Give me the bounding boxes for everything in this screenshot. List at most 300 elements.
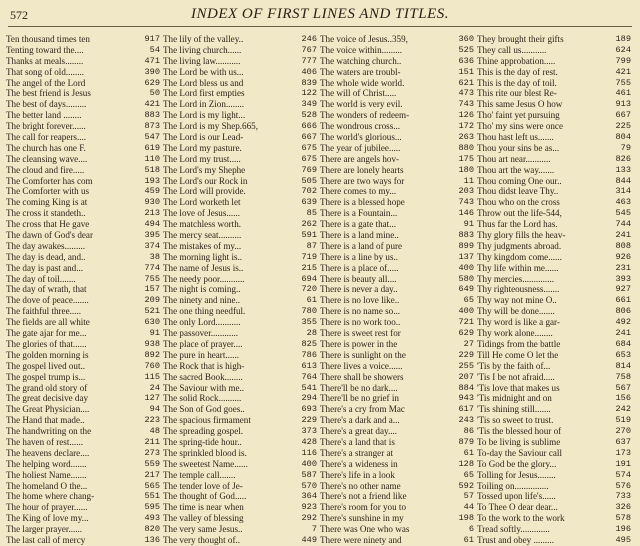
entry-title: The cloud and fire..... bbox=[6, 164, 85, 175]
entry-title: There is a line by us.. bbox=[320, 251, 399, 262]
entry-number: 495 bbox=[615, 534, 631, 545]
entry-number: 207 bbox=[458, 371, 474, 382]
index-entry bbox=[163, 78, 317, 89]
index-entry bbox=[163, 230, 317, 241]
index-entry bbox=[6, 372, 160, 383]
entry-title: The helping word....... bbox=[6, 458, 87, 469]
entry-number: 7 bbox=[311, 524, 317, 535]
entry-number: 463 bbox=[615, 197, 631, 208]
index-entry bbox=[6, 176, 160, 187]
entry-title: The day of wrath, that bbox=[6, 284, 87, 295]
index-entry bbox=[163, 132, 317, 143]
entry-title: There is a blessed hope bbox=[320, 197, 405, 208]
index-column-2 bbox=[163, 34, 317, 545]
index-entry bbox=[6, 328, 160, 339]
entry-title: There'll be no dark.... bbox=[320, 382, 398, 393]
index-entry bbox=[477, 274, 631, 285]
entry-number: 217 bbox=[144, 469, 160, 480]
index-entry bbox=[163, 306, 317, 317]
index-entry bbox=[163, 219, 317, 230]
index-entry bbox=[477, 491, 631, 502]
index-entry bbox=[163, 481, 317, 492]
index-entry bbox=[6, 154, 160, 165]
entry-title: Trust and obey ......... bbox=[477, 534, 554, 545]
entry-number: 880 bbox=[458, 142, 474, 153]
entry-title: They brought their gifts bbox=[477, 34, 564, 44]
entry-title: The Lord in Zion........ bbox=[163, 99, 245, 110]
index-entry bbox=[163, 295, 317, 306]
index-entry bbox=[477, 372, 631, 383]
index-entry bbox=[6, 121, 160, 132]
index-entry bbox=[320, 513, 474, 524]
entry-title: The church has one F. bbox=[6, 142, 86, 153]
entry-number: 804 bbox=[615, 132, 631, 143]
entry-number: 873 bbox=[144, 121, 160, 132]
index-entry bbox=[163, 339, 317, 350]
index-entry bbox=[6, 186, 160, 197]
entry-number: 459 bbox=[144, 186, 160, 197]
entry-title: The wonders of redeem- bbox=[320, 110, 410, 121]
index-entry bbox=[163, 186, 317, 197]
entry-number: 619 bbox=[144, 142, 160, 153]
entry-title: This rite our blest Re- bbox=[477, 88, 557, 99]
page-header bbox=[0, 8, 640, 28]
entry-title: Thou art the way....... bbox=[477, 164, 555, 175]
index-entry bbox=[320, 241, 474, 252]
entry-title: To God be the glory... bbox=[477, 458, 557, 469]
entry-title: This is the day of toil. bbox=[477, 77, 557, 88]
header-rule bbox=[8, 26, 632, 27]
entry-title: The Lord is our Lead- bbox=[163, 132, 244, 143]
entry-number: 684 bbox=[615, 338, 631, 349]
entry-number: 11 bbox=[463, 175, 474, 186]
entry-number: 91 bbox=[149, 328, 160, 339]
entry-title: There is no name so... bbox=[320, 306, 401, 317]
entry-number: 913 bbox=[615, 99, 631, 110]
index-entry bbox=[163, 99, 317, 110]
entry-title: The Comforter with us bbox=[6, 186, 90, 197]
entry-number: 461 bbox=[615, 88, 631, 99]
entry-number: 580 bbox=[458, 273, 474, 284]
entry-number: 806 bbox=[615, 306, 631, 317]
entry-title: The best of days......... bbox=[6, 99, 87, 110]
entry-number: 493 bbox=[144, 513, 160, 524]
entry-title: The thought of God..... bbox=[163, 491, 247, 502]
entry-title: The day is past and... bbox=[6, 262, 84, 273]
entry-title: The Lord is my Shep.665, bbox=[163, 121, 258, 132]
index-entry bbox=[6, 252, 160, 263]
entry-number: 146 bbox=[458, 208, 474, 219]
index-entry bbox=[320, 197, 474, 208]
index-entry bbox=[477, 393, 631, 404]
entry-title: The name of Jesus is.. bbox=[163, 262, 244, 273]
entry-title: Thy will be done....... bbox=[477, 306, 555, 317]
entry-title: There is sweet rest for bbox=[320, 328, 401, 339]
entry-number: 574 bbox=[615, 469, 631, 480]
entry-number: 229 bbox=[458, 349, 474, 360]
entry-number: 65 bbox=[463, 469, 474, 480]
entry-number: 215 bbox=[301, 262, 317, 273]
entry-number: 777 bbox=[301, 55, 317, 66]
entry-title: The will of Christ..... bbox=[320, 88, 397, 99]
index-entry bbox=[320, 470, 474, 481]
entry-title: The Hand that made.. bbox=[6, 415, 85, 426]
entry-number: 629 bbox=[458, 328, 474, 339]
entry-title: There were ninety and bbox=[320, 534, 402, 545]
entry-number: 241 bbox=[615, 230, 631, 241]
entry-number: 360 bbox=[458, 34, 474, 44]
entry-number: 774 bbox=[144, 262, 160, 273]
entry-number: 229 bbox=[301, 415, 317, 426]
entry-title: The holiest Name....... bbox=[6, 469, 87, 480]
index-entry bbox=[477, 34, 631, 45]
entry-number: 116 bbox=[301, 447, 317, 458]
entry-number: 547 bbox=[144, 132, 160, 143]
index-entry bbox=[320, 361, 474, 372]
index-entry bbox=[320, 45, 474, 56]
index-entry bbox=[477, 99, 631, 110]
entry-number: 839 bbox=[301, 77, 317, 88]
entry-title: The spring-tide hour.. bbox=[163, 436, 242, 447]
entry-title: There is a Fountain... bbox=[320, 208, 398, 219]
index-entry bbox=[320, 481, 474, 492]
entry-number: 87 bbox=[306, 240, 317, 251]
entry-number: 675 bbox=[301, 153, 317, 164]
index-entry bbox=[163, 524, 317, 535]
entry-number: 263 bbox=[458, 132, 474, 143]
entry-number: 720 bbox=[301, 284, 317, 295]
entry-title: The passover............ bbox=[163, 328, 239, 339]
entry-number: 545 bbox=[615, 208, 631, 219]
entry-title: Tossed upon life's...... bbox=[477, 491, 556, 502]
index-entry bbox=[6, 339, 160, 350]
entry-title: The Lord will provide. bbox=[163, 186, 246, 197]
entry-number: 24 bbox=[149, 382, 160, 393]
entry-title: There is power in the bbox=[320, 338, 398, 349]
entry-title: 'Tis by the faith of... bbox=[477, 360, 551, 371]
entry-number: 122 bbox=[301, 88, 317, 99]
index-entry bbox=[477, 230, 631, 241]
entry-number: 241 bbox=[615, 328, 631, 339]
page-title: INDEX OF FIRST LINES AND TITLES. bbox=[191, 6, 449, 22]
index-entry bbox=[477, 404, 631, 415]
entry-number: 172 bbox=[458, 121, 474, 132]
index-entry bbox=[163, 208, 317, 219]
index-entry bbox=[320, 339, 474, 350]
entry-number: 592 bbox=[458, 480, 474, 491]
entry-number: 675 bbox=[301, 142, 317, 153]
index-entry bbox=[163, 143, 317, 154]
entry-number: 930 bbox=[144, 197, 160, 208]
index-entry bbox=[320, 230, 474, 241]
entry-title: There's a land that is bbox=[320, 436, 395, 447]
entry-number: 157 bbox=[144, 284, 160, 295]
index-entry bbox=[320, 78, 474, 89]
entry-title: The hour of prayer...... bbox=[6, 502, 88, 513]
index-entry bbox=[6, 132, 160, 143]
entry-title: The world's glorious... bbox=[320, 132, 402, 143]
entry-number: 758 bbox=[615, 371, 631, 382]
entry-title: There was One who was bbox=[320, 524, 410, 535]
entry-title: To the work to the work bbox=[477, 513, 565, 524]
entry-title: Tread softly............. bbox=[477, 524, 550, 535]
index-entry bbox=[477, 415, 631, 426]
entry-title: This is the day of rest. bbox=[477, 66, 558, 77]
entry-number: 518 bbox=[144, 164, 160, 175]
entry-title: Thy word is like a gar- bbox=[477, 317, 560, 328]
index-entry bbox=[320, 295, 474, 306]
index-entry bbox=[6, 317, 160, 328]
entry-number: 565 bbox=[144, 480, 160, 491]
index-entry bbox=[477, 317, 631, 328]
entry-title: Thy righteousness....... bbox=[477, 284, 560, 295]
entry-number: 449 bbox=[301, 534, 317, 545]
index-entry bbox=[6, 34, 160, 45]
entry-title: Tolling for Jesus........ bbox=[477, 469, 556, 480]
entry-number: 578 bbox=[615, 513, 631, 524]
index-entry bbox=[477, 535, 631, 546]
index-entry bbox=[477, 383, 631, 394]
entry-title: The fields are all white bbox=[6, 317, 90, 328]
entry-title: Thou who on the cross bbox=[477, 197, 560, 208]
entry-number: 617 bbox=[458, 404, 474, 415]
entry-title: The sacred Book........ bbox=[163, 371, 243, 382]
index-entry bbox=[320, 459, 474, 470]
entry-title: There are two ways for bbox=[320, 175, 405, 186]
index-entry bbox=[320, 350, 474, 361]
entry-title: The day of toil....... bbox=[6, 273, 76, 284]
index-entry bbox=[320, 132, 474, 143]
index-entry bbox=[6, 513, 160, 524]
entry-title: The Son of God goes.. bbox=[163, 404, 245, 415]
entry-number: 755 bbox=[144, 273, 160, 284]
entry-number: 270 bbox=[615, 426, 631, 437]
index-entry bbox=[163, 491, 317, 502]
entry-title: The King of love my... bbox=[6, 513, 89, 524]
entry-title: 'Tis so sweet to trust. bbox=[477, 415, 554, 426]
entry-number: 666 bbox=[301, 121, 317, 132]
index-entry bbox=[320, 383, 474, 394]
entry-number: 943 bbox=[458, 393, 474, 404]
index-entry bbox=[163, 165, 317, 176]
entry-title: There are lonely hearts bbox=[320, 164, 404, 175]
entry-number: 38 bbox=[149, 251, 160, 262]
index-entry bbox=[320, 143, 474, 154]
entry-number: 44 bbox=[463, 502, 474, 513]
entry-title: That song of old........ bbox=[6, 66, 85, 77]
entry-title: There's life in a look bbox=[320, 469, 395, 480]
index-entry bbox=[320, 56, 474, 67]
entry-number: 519 bbox=[615, 415, 631, 426]
entry-number: 494 bbox=[144, 219, 160, 230]
index-entry bbox=[477, 361, 631, 372]
page-number: 572 bbox=[10, 8, 28, 22]
entry-number: 326 bbox=[615, 502, 631, 513]
entry-title: There's room for you to bbox=[320, 502, 406, 513]
entry-number: 225 bbox=[615, 121, 631, 132]
entry-title: Thy judgments abroad. bbox=[477, 240, 562, 251]
index-entry bbox=[6, 99, 160, 110]
index-entry bbox=[477, 78, 631, 89]
index-entry bbox=[320, 317, 474, 328]
entry-number: 844 bbox=[615, 175, 631, 186]
entry-title: The day is dead, and.. bbox=[6, 251, 86, 262]
index-entry bbox=[6, 437, 160, 448]
index-entry bbox=[477, 481, 631, 492]
entry-title: The ninety and nine.. bbox=[163, 295, 241, 306]
entry-number: 294 bbox=[301, 393, 317, 404]
entry-number: 492 bbox=[615, 317, 631, 328]
entry-title: The time is near when bbox=[163, 502, 244, 513]
entry-number: 820 bbox=[144, 524, 160, 535]
index-entry bbox=[163, 252, 317, 263]
index-entry bbox=[477, 470, 631, 481]
entry-number: 421 bbox=[615, 66, 631, 77]
entry-title: There's not a friend like bbox=[320, 491, 407, 502]
index-entry bbox=[163, 121, 317, 132]
entry-number: 661 bbox=[615, 295, 631, 306]
entry-number: 243 bbox=[458, 415, 474, 426]
entry-title: Thou art near........... bbox=[477, 153, 551, 164]
entry-number: 128 bbox=[458, 458, 474, 469]
entry-title: The pure in heart...... bbox=[163, 349, 240, 360]
index-entry bbox=[320, 154, 474, 165]
index-entry bbox=[6, 45, 160, 56]
index-entry bbox=[6, 448, 160, 459]
entry-title: The year of jubilee..... bbox=[320, 142, 401, 153]
entry-title: The cross it standeth.. bbox=[6, 208, 86, 219]
entry-number: 624 bbox=[615, 44, 631, 55]
entry-title: The mistakes of my... bbox=[163, 240, 242, 251]
index-entry bbox=[163, 470, 317, 481]
entry-title: There is a land of pure bbox=[320, 240, 403, 251]
entry-number: 48 bbox=[149, 426, 160, 437]
index-entry bbox=[477, 350, 631, 361]
entry-number: 551 bbox=[144, 491, 160, 502]
entry-number: 639 bbox=[301, 197, 317, 208]
entry-number: 61 bbox=[463, 534, 474, 545]
entry-title: This same Jesus O how bbox=[477, 99, 563, 110]
entry-title: The mercy seat.......... bbox=[163, 230, 242, 241]
entry-number: 314 bbox=[615, 186, 631, 197]
entry-number: 743 bbox=[458, 197, 474, 208]
entry-title: The Lord's my Shephe bbox=[163, 164, 246, 175]
entry-title: The Lord is my light... bbox=[163, 110, 246, 121]
entry-title: Thy way not mine O.. bbox=[477, 295, 557, 306]
index-entry bbox=[163, 502, 317, 513]
index-entry bbox=[6, 481, 160, 492]
entry-number: 400 bbox=[301, 458, 317, 469]
entry-number: 587 bbox=[301, 469, 317, 480]
entry-number: 667 bbox=[615, 110, 631, 121]
index-entry bbox=[6, 415, 160, 426]
entry-title: The dawn of God's dear bbox=[6, 230, 93, 241]
index-entry bbox=[6, 284, 160, 295]
index-entry bbox=[6, 306, 160, 317]
entry-number: 814 bbox=[615, 360, 631, 371]
entry-title: The living law........... bbox=[163, 55, 241, 66]
entry-title: 'Tis the blessed hour of bbox=[477, 426, 562, 437]
index-entry bbox=[163, 361, 317, 372]
index-entry bbox=[477, 306, 631, 317]
entry-title: Thou coming One our.. bbox=[477, 175, 562, 186]
entry-number: 191 bbox=[615, 458, 631, 469]
entry-number: 719 bbox=[301, 251, 317, 262]
index-entry bbox=[477, 67, 631, 78]
entry-number: 364 bbox=[301, 491, 317, 502]
index-entry bbox=[163, 459, 317, 470]
entry-number: 755 bbox=[615, 77, 631, 88]
index-entry bbox=[320, 415, 474, 426]
index-entry bbox=[477, 45, 631, 56]
index-entry bbox=[320, 306, 474, 317]
index-entry bbox=[6, 470, 160, 481]
index-entry bbox=[163, 284, 317, 295]
index-entry bbox=[163, 393, 317, 404]
index-entry bbox=[163, 274, 317, 285]
entry-number: 209 bbox=[144, 295, 160, 306]
entry-title: The love of Jesus...... bbox=[163, 208, 241, 219]
index-entry bbox=[320, 186, 474, 197]
index-columns bbox=[6, 34, 634, 545]
index-entry bbox=[6, 295, 160, 306]
index-entry bbox=[477, 219, 631, 230]
entry-number: 86 bbox=[463, 426, 474, 437]
index-entry bbox=[163, 56, 317, 67]
entry-number: 521 bbox=[144, 306, 160, 317]
entry-number: 621 bbox=[458, 77, 474, 88]
entry-number: 390 bbox=[144, 66, 160, 77]
entry-title: There'll be no grief in bbox=[320, 393, 399, 404]
entry-number: 786 bbox=[301, 349, 317, 360]
entry-number: 273 bbox=[144, 447, 160, 458]
index-entry bbox=[477, 339, 631, 350]
entry-number: 808 bbox=[615, 240, 631, 251]
entry-number: 175 bbox=[458, 153, 474, 164]
entry-number: 126 bbox=[458, 110, 474, 121]
entry-title: The spreading gospel. bbox=[163, 426, 244, 437]
entry-number: 50 bbox=[149, 88, 160, 99]
index-entry bbox=[163, 263, 317, 274]
index-entry bbox=[477, 448, 631, 459]
entry-title: The whole wide world. bbox=[320, 77, 405, 88]
entry-title: Throw out the life-544, bbox=[477, 208, 562, 219]
entry-number: 255 bbox=[458, 360, 474, 371]
index-entry bbox=[320, 284, 474, 295]
index-entry bbox=[163, 34, 317, 45]
entry-title: The needy poor........... bbox=[163, 273, 245, 284]
entry-title: The Great Physician.... bbox=[6, 404, 90, 415]
entry-title: There is a gate that... bbox=[320, 219, 397, 230]
index-entry bbox=[163, 154, 317, 165]
index-entry bbox=[6, 383, 160, 394]
entry-number: 636 bbox=[458, 55, 474, 66]
entry-title: The angel of the Lord bbox=[6, 77, 86, 88]
entry-number: 927 bbox=[615, 284, 631, 295]
index-entry bbox=[477, 143, 631, 154]
index-entry bbox=[477, 154, 631, 165]
entry-number: 85 bbox=[306, 208, 317, 219]
entry-title: Till He come O let the bbox=[477, 349, 559, 360]
index-entry bbox=[6, 230, 160, 241]
entry-number: 61 bbox=[306, 295, 317, 306]
index-entry bbox=[477, 513, 631, 524]
entry-title: There lives a voice...... bbox=[320, 360, 403, 371]
index-column-3 bbox=[320, 34, 474, 545]
entry-title: There shall be showers bbox=[320, 371, 404, 382]
index-entry bbox=[477, 56, 631, 67]
index-entry bbox=[163, 67, 317, 78]
